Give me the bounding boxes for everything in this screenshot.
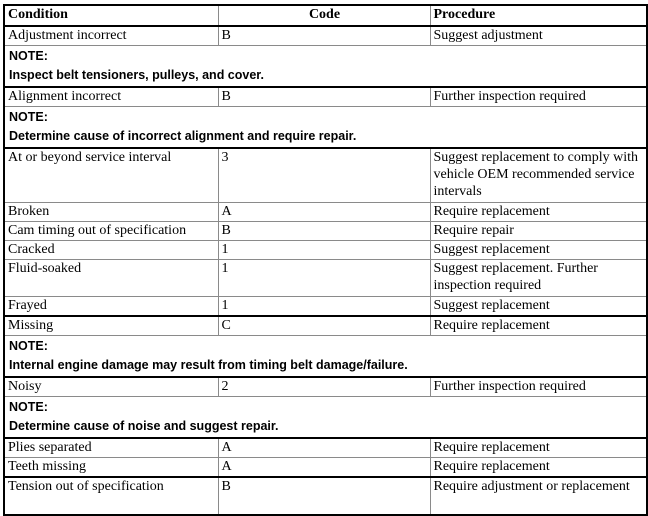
- cell-condition: Alignment incorrect: [4, 87, 218, 107]
- table-row: [4, 260, 647, 297]
- cell-procedure: Further inspection required: [430, 377, 647, 397]
- table-row: [4, 377, 647, 397]
- note-cell: [4, 336, 647, 378]
- table-row: [4, 316, 647, 336]
- cell-condition: Plies separated: [4, 438, 218, 458]
- table-row: [4, 87, 647, 107]
- note-text: Internal engine damage may result from timing belt damage/failure.: [9, 358, 408, 372]
- cell-code: A: [218, 203, 430, 222]
- cell-procedure: Suggest replacement. Further inspection required: [430, 260, 647, 297]
- note-label: NOTE:: [9, 110, 48, 124]
- table-row: [4, 203, 647, 222]
- cell-code: 1: [218, 260, 430, 297]
- cell-condition: Cam timing out of specification: [4, 222, 218, 241]
- table-row: [4, 458, 647, 478]
- table-row: [4, 148, 647, 203]
- cell-procedure: Suggest replacement to comply with vehicle OEM recommended service intervals: [430, 148, 647, 203]
- cell-condition: Missing: [4, 316, 218, 336]
- note-label: NOTE:: [9, 339, 48, 353]
- cell-code: B: [218, 87, 430, 107]
- note-row: [4, 336, 647, 378]
- cell-code: A: [218, 458, 430, 478]
- note-text: Inspect belt tensioners, pulleys, and cover.: [9, 68, 264, 82]
- cell-condition: Noisy: [4, 377, 218, 397]
- note-text: Determine cause of noise and suggest repair.: [9, 419, 279, 433]
- table-row: [4, 241, 647, 260]
- cell-code: C: [218, 316, 430, 336]
- note-row: [4, 46, 647, 88]
- cell-code: B: [218, 477, 430, 515]
- cell-condition: At or beyond service interval: [4, 148, 218, 203]
- cell-code: B: [218, 222, 430, 241]
- cell-code: 1: [218, 297, 430, 317]
- cell-procedure: Require adjustment or replacement: [430, 477, 647, 515]
- belt-condition-table: [3, 4, 648, 516]
- cell-procedure: Require replacement: [430, 458, 647, 478]
- cell-condition: Fluid-soaked: [4, 260, 218, 297]
- header-condition: Condition: [4, 5, 218, 26]
- cell-condition: Cracked: [4, 241, 218, 260]
- note-label: NOTE:: [9, 49, 48, 63]
- note-row: [4, 107, 647, 149]
- cell-code: 1: [218, 241, 430, 260]
- cell-condition: Teeth missing: [4, 458, 218, 478]
- cell-condition: Adjustment incorrect: [4, 26, 218, 46]
- cell-procedure: Further inspection required: [430, 87, 647, 107]
- cell-procedure: Require replacement: [430, 203, 647, 222]
- note-text: Determine cause of incorrect alignment and require repair.: [9, 129, 357, 143]
- cell-procedure: Require replacement: [430, 316, 647, 336]
- table-header-row: [4, 5, 647, 26]
- header-procedure: Procedure: [430, 5, 647, 26]
- cell-condition: Broken: [4, 203, 218, 222]
- table-row: [4, 438, 647, 458]
- note-label: NOTE:: [9, 400, 48, 414]
- table-row: [4, 477, 647, 515]
- cell-procedure: Require repair: [430, 222, 647, 241]
- cell-condition: Tension out of specification: [4, 477, 218, 515]
- cell-procedure: Suggest replacement: [430, 241, 647, 260]
- note-cell: [4, 107, 647, 149]
- cell-condition: Frayed: [4, 297, 218, 317]
- table-row: [4, 297, 647, 317]
- cell-procedure: Require replacement: [430, 438, 647, 458]
- note-row: [4, 397, 647, 439]
- note-cell: [4, 397, 647, 439]
- cell-procedure: Suggest adjustment: [430, 26, 647, 46]
- cell-code: B: [218, 26, 430, 46]
- cell-code: 2: [218, 377, 430, 397]
- note-cell: [4, 46, 647, 88]
- cell-code: 3: [218, 148, 430, 203]
- table-row: [4, 26, 647, 46]
- header-code: Code: [218, 5, 430, 26]
- cell-code: A: [218, 438, 430, 458]
- cell-procedure: Suggest replacement: [430, 297, 647, 317]
- table-row: [4, 222, 647, 241]
